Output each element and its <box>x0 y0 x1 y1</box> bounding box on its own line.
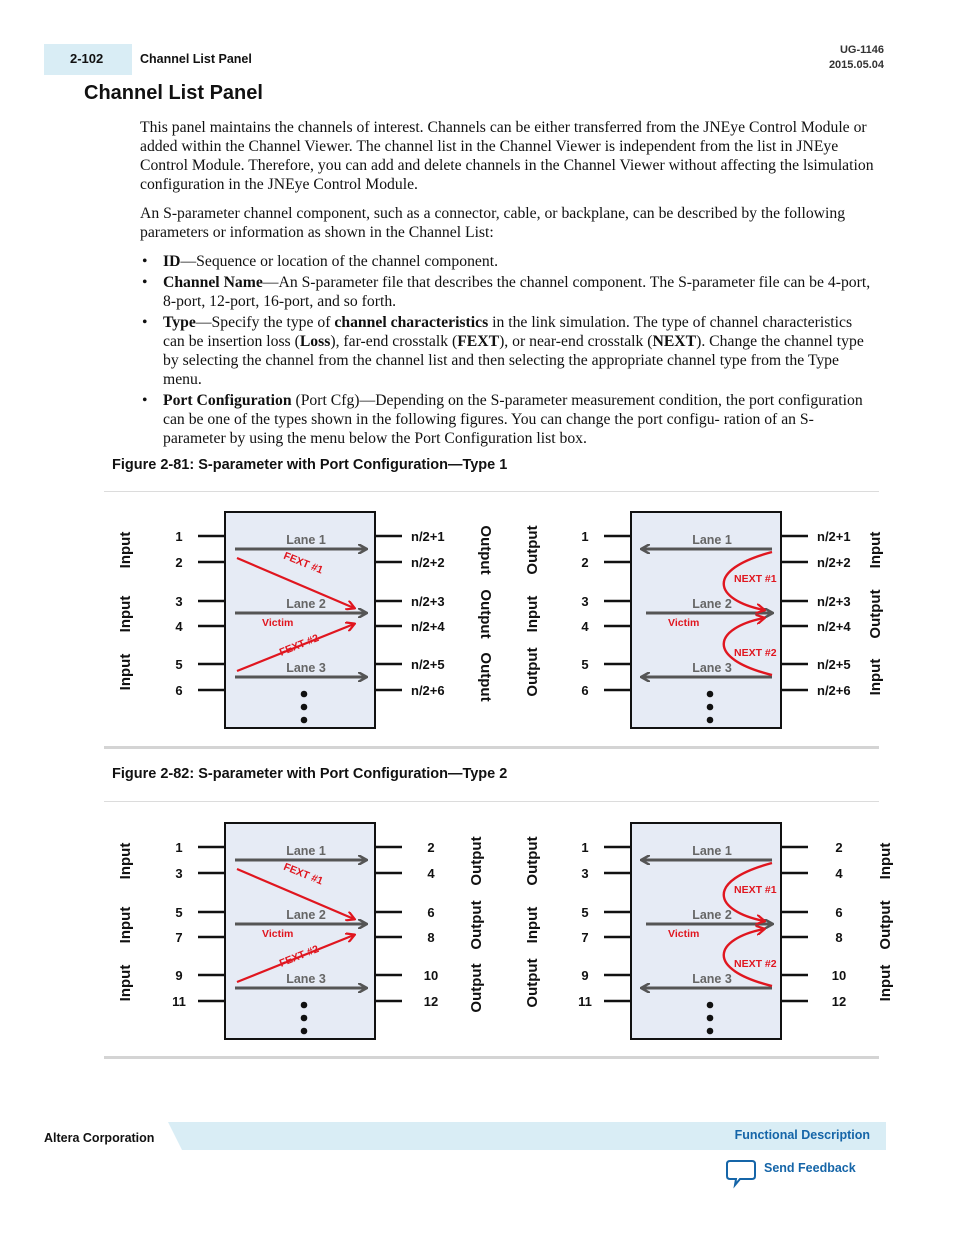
lane-label: Lane 2 <box>286 908 326 922</box>
direction-label: Output <box>867 589 884 639</box>
direction-label: Input <box>117 906 134 944</box>
port-label: 4 <box>835 866 843 881</box>
next-label: NEXT #2 <box>734 958 777 970</box>
port-label: 1 <box>175 840 183 855</box>
send-feedback-link[interactable]: Send Feedback <box>764 1161 856 1175</box>
lane-label: Lane 2 <box>692 908 732 922</box>
direction-label: Output <box>477 652 494 702</box>
direction-label: Input <box>877 964 894 1002</box>
port-label: 12 <box>423 994 439 1009</box>
victim-label: Victim <box>262 928 294 940</box>
direction-label: Output <box>524 958 541 1008</box>
port-label: 11 <box>578 994 592 1009</box>
direction-label: Input <box>117 964 134 1002</box>
lane-label: Lane 1 <box>692 533 732 547</box>
lane-label: Lane 2 <box>286 597 326 611</box>
fext-label: FEXT #2 <box>277 943 321 970</box>
company-name: Altera Corporation <box>44 1131 155 1145</box>
next-label: NEXT #1 <box>734 884 777 896</box>
victim-label: Victim <box>668 928 700 940</box>
port-label: 5 <box>175 657 183 672</box>
figure-1-caption: Figure 2-81: S-parameter with Port Configuration—Type 1 <box>112 457 508 473</box>
port-label: 11 <box>172 994 186 1009</box>
direction-label: Output <box>468 836 485 886</box>
port-label: 4 <box>581 619 589 634</box>
direction-label: Output <box>524 836 541 886</box>
port-label: n/2+4 <box>817 619 851 634</box>
port-label: n/2+1 <box>817 529 851 544</box>
port-label: n/2+6 <box>817 683 851 698</box>
direction-label: Input <box>877 842 894 880</box>
port-label: n/2+4 <box>411 619 445 634</box>
doc-id-block <box>829 43 884 73</box>
port-label: 4 <box>175 619 183 634</box>
lane-label: Lane 3 <box>286 661 326 675</box>
lane-label: Lane 3 <box>286 972 326 986</box>
port-label: 9 <box>175 968 183 983</box>
port-label: 3 <box>175 594 183 609</box>
direction-label: Output <box>468 963 485 1013</box>
lane-label: Lane 3 <box>692 972 732 986</box>
doc-date: 2015.05.04 <box>828 59 884 71</box>
component-paragraph: An S-parameter channel component, such as a connector, cable, or backplane, can be described by the following parameters or information as shown in the Channel List: <box>140 205 846 241</box>
port-label: n/2+3 <box>411 594 445 609</box>
port-label: 8 <box>835 930 843 945</box>
port-label: 7 <box>581 930 589 945</box>
next-label: NEXT #1 <box>734 573 777 585</box>
figure-2-caption: Figure 2-82: S-parameter with Port Configuration—Type 2 <box>112 766 508 782</box>
port-label: 1 <box>581 840 589 855</box>
port-label: n/2+2 <box>411 555 445 570</box>
port-label: 10 <box>423 968 439 983</box>
port-label: 6 <box>175 683 183 698</box>
section-heading: Channel List Panel <box>84 82 263 104</box>
direction-label: Output <box>477 589 494 639</box>
port-label: n/2+1 <box>411 529 445 544</box>
port-label: 8 <box>427 930 435 945</box>
port-label: 3 <box>581 594 589 609</box>
port-label: 9 <box>581 968 589 983</box>
direction-label: Input <box>524 906 541 944</box>
direction-label: Output <box>524 525 541 575</box>
port-label: 2 <box>581 555 589 570</box>
port-label: 2 <box>835 840 843 855</box>
fext-label: FEXT #2 <box>277 632 321 659</box>
list-item-id: • ID—Sequence or location of the channel component. <box>140 252 875 271</box>
page-number: 2-102 <box>70 51 104 66</box>
port-label: n/2+3 <box>817 594 851 609</box>
direction-label: Output <box>524 647 541 697</box>
direction-label: Output <box>877 900 894 950</box>
port-label: n/2+6 <box>411 683 445 698</box>
port-label: 1 <box>581 529 589 544</box>
lane-label: Lane 1 <box>286 844 326 858</box>
list-item-port-configuration: • Port Configuration (Port Cfg)—Depending on the S-parameter measurement condition, the port configuration can be one of the types shown in the following figures. You can change the port configu- ration of an S-parameter by using the menu below the Port Configuration list box. <box>140 391 875 448</box>
parameter-list <box>140 252 875 450</box>
lane-label: Lane 1 <box>286 533 326 547</box>
port-label: 4 <box>427 866 435 881</box>
figure-1-bottom-rule <box>104 746 879 749</box>
figure-2-bottom-rule <box>104 1056 879 1059</box>
list-item-channel-name: • Channel Name—An S-parameter file that describes the channel component. The S-parameter file can be 4-port, 8-port, 12-port, 16-port, and so forth. <box>140 273 875 311</box>
figure-1-diagram <box>104 500 884 740</box>
lane-label: Lane 1 <box>692 844 732 858</box>
port-label: n/2+5 <box>817 657 851 672</box>
direction-label: Input <box>867 658 884 696</box>
port-label: n/2+2 <box>817 555 851 570</box>
port-label: 5 <box>581 905 589 920</box>
direction-label: Input <box>117 653 134 691</box>
feedback-icon[interactable] <box>726 1159 756 1187</box>
direction-label: Output <box>477 525 494 575</box>
header-tab-notch <box>120 44 132 75</box>
port-label: 2 <box>175 555 183 570</box>
direction-label: Output <box>468 900 485 950</box>
port-label: 6 <box>581 683 589 698</box>
direction-label: Input <box>117 531 134 569</box>
footer-section-link[interactable]: Functional Description <box>734 1128 870 1142</box>
doc-id: UG-1146 <box>839 44 884 56</box>
next-label: NEXT #2 <box>734 647 777 659</box>
victim-label: Victim <box>262 617 294 629</box>
direction-label: Input <box>524 595 541 633</box>
direction-label: Input <box>117 595 134 633</box>
port-label: 5 <box>581 657 589 672</box>
port-label: 6 <box>427 905 435 920</box>
figure-1-top-rule <box>104 491 879 492</box>
fext-label: FEXT #1 <box>281 549 325 577</box>
direction-label: Input <box>867 531 884 569</box>
port-label: 3 <box>581 866 589 881</box>
lane-label: Lane 2 <box>692 597 732 611</box>
port-label: 1 <box>175 529 183 544</box>
port-label: 5 <box>175 905 183 920</box>
port-label: 3 <box>175 866 183 881</box>
port-label: 6 <box>835 905 843 920</box>
port-label: 7 <box>175 930 183 945</box>
running-header-title: Channel List Panel <box>140 52 252 66</box>
lane-label: Lane 3 <box>692 661 732 675</box>
port-label: 12 <box>831 994 847 1009</box>
victim-label: Victim <box>668 617 700 629</box>
intro-paragraph: This panel maintains the channels of interest. Channels can be either transferred from the JNEye Control Module or added within the Channel Viewer. The channel list in the Channel Viewer is independent from the list in JNEye Control Module. Therefore, you can add and delete channels in the Channel Viewer without affecting the lsimulation configuration in the JNEye Control Module. <box>140 119 874 193</box>
list-item-type: • Type—Specify the type of channel characteristics in the link simulation. The type of channel characteristics can be insertion loss (Loss), far-end crosstalk (FEXT), or near-end crosstalk (NEXT). Change the channel type by selecting the channel from the channel list and then selecting the appropriate channel type from the Type menu. <box>140 313 875 389</box>
figure-2-top-rule <box>104 801 879 802</box>
port-label: 10 <box>831 968 847 983</box>
fext-label: FEXT #1 <box>281 860 325 888</box>
port-label: 2 <box>427 840 435 855</box>
port-label: n/2+5 <box>411 657 445 672</box>
direction-label: Input <box>117 842 134 880</box>
figure-2-diagram <box>104 811 894 1051</box>
